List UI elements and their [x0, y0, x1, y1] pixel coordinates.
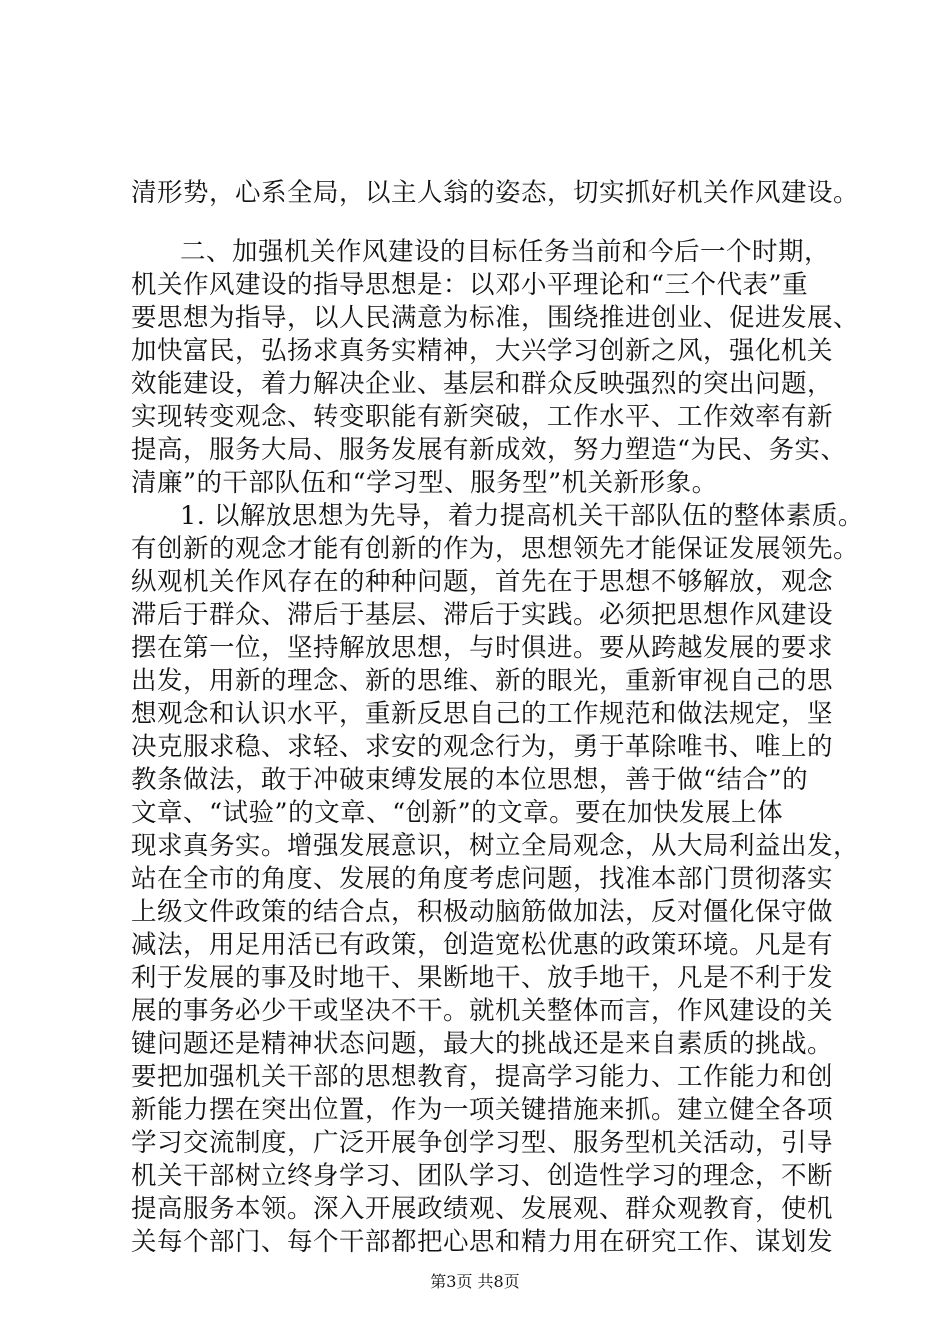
- text-line: 机关作风建设的指导思想是：以邓小平理论和“三个代表”重: [131, 270, 809, 300]
- text-line: 效能建设，着力解决企业、基层和群众反映强烈的突出问题，: [131, 369, 834, 399]
- text-line: 现求真务实。增强发展意识，树立全局观念，从大局利益出发，: [131, 831, 860, 861]
- text-line: 教条做法，敢于冲破束缚发展的本位思想，善于做“结合”的: [131, 765, 809, 795]
- numbered-item-line: 1. 以解放思想为先导，着力提高机关干部队伍的整体素质。: [180, 501, 864, 531]
- text-line: 纵观机关作风存在的种种问题，首先在于思想不够解放，观念: [131, 567, 834, 597]
- text-line: 摆在第一位，坚持解放思想，与时俱进。要从跨越发展的要求: [131, 633, 834, 663]
- text-line: 新能力摆在突出位置，作为一项关键措施来抓。建立健全各项: [131, 1095, 834, 1125]
- text-line: 清形势，心系全局，以主人翁的姿态，切实抓好机关作风建设。: [131, 178, 860, 208]
- text-line: 加快富民，弘扬求真务实精神，大兴学习创新之风，强化机关: [131, 336, 834, 366]
- text-line: 键问题还是精神状态问题，最大的挑战还是来自素质的挑战。: [131, 1029, 834, 1059]
- text-line: 实现转变观念、转变职能有新突破，工作水平、工作效率有新: [131, 402, 834, 432]
- text-line: 提高，服务大局、服务发展有新成效，努力塑造“为民、务实、: [131, 435, 847, 465]
- text-line: 清廉”的干部队伍和“学习型、服务型”机关新形象。: [131, 468, 718, 498]
- text-line: 减法，用足用活已有政策，创造宽松优惠的政策环境。凡是有: [131, 930, 834, 960]
- text-line: 展的事务必少干或坚决不干。就机关整体而言，作风建设的关: [131, 996, 834, 1026]
- text-line: 利于发展的事及时地干、果断地干、放手地干，凡是不利于发: [131, 963, 834, 993]
- text-line: 提高服务本领。深入开展政绩观、发展观、群众观教育，使机: [131, 1194, 834, 1224]
- text-line: 要把加强机关干部的思想教育，提高学习能力、工作能力和创: [131, 1062, 834, 1092]
- text-line: 有创新的观念才能有创新的作为，思想领先才能保证发展领先。: [131, 534, 860, 564]
- text-line: 站在全市的角度、发展的角度考虑问题，找准本部门贯彻落实: [131, 864, 834, 894]
- text-line: 要思想为指导，以人民满意为标准，围绕推进创业、促进发展、: [131, 303, 860, 333]
- text-line: 想观念和认识水平，重新反思自己的工作规范和做法规定，坚: [131, 699, 834, 729]
- text-line: 上级文件政策的结合点，积极动脑筋做加法，反对僵化保守做: [131, 897, 834, 927]
- section-heading-line: 二、加强机关作风建设的目标任务当前和今后一个时期，: [180, 237, 831, 267]
- text-line: 文章、“试验”的文章、“创新”的文章。要在加快发展上体: [131, 798, 784, 828]
- text-line: 出发，用新的理念、新的思维、新的眼光，重新审视自己的思: [131, 666, 834, 696]
- text-line: 关每个部门、每个干部都把心思和精力用在研究工作、谋划发: [131, 1227, 834, 1257]
- text-line: 机关干部树立终身学习、团队学习、创造性学习的理念，不断: [131, 1161, 834, 1191]
- page-number-footer: 第3页 共8页: [430, 1272, 520, 1291]
- text-line: 决克服求稳、求轻、求安的观念行为，勇于革除唯书、唯上的: [131, 732, 834, 762]
- text-line: 学习交流制度，广泛开展争创学习型、服务型机关活动，引导: [131, 1128, 834, 1158]
- text-line: 滞后于群众、滞后于基层、滞后于实践。必须把思想作风建设: [131, 600, 834, 630]
